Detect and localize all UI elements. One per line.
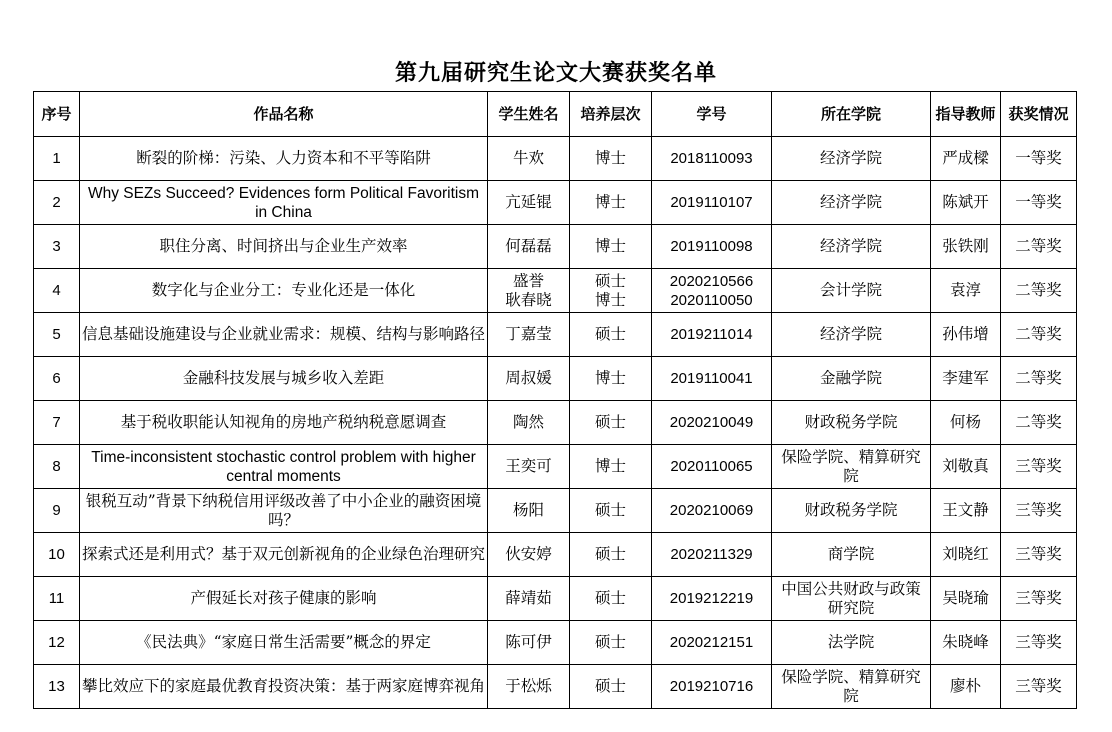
table-row: [34, 357, 1077, 401]
cell-no: 10: [34, 533, 80, 577]
cell-student: [488, 269, 570, 313]
cell-award: 二等奖: [1001, 313, 1077, 357]
cell-title: Time-inconsistent stochastic control problem with higher central moments: [80, 445, 488, 489]
cell-no: 6: [34, 357, 80, 401]
cell-award: 二等奖: [1001, 269, 1077, 313]
cell-award: 二等奖: [1001, 401, 1077, 445]
cell-no: 13: [34, 665, 80, 709]
cell-student-id: 2020210069: [652, 489, 772, 533]
table-row: [34, 225, 1077, 269]
cell-college: 经济学院: [772, 313, 931, 357]
cell-student: 于松烁: [488, 665, 570, 709]
cell-college: 经济学院: [772, 137, 931, 181]
cell-college: 法学院: [772, 621, 931, 665]
cell-title: 断裂的阶梯：污染、人力资本和不平等陷阱: [80, 137, 488, 181]
cell-no: 11: [34, 577, 80, 621]
cell-college: 金融学院: [772, 357, 931, 401]
cell-no: 3: [34, 225, 80, 269]
cell-level: 硕士: [570, 401, 652, 445]
table-header-row: [34, 92, 1077, 137]
cell-title: 信息基础设施建设与企业就业需求：规模、结构与影响路径: [80, 313, 488, 357]
cell-title: 职住分离、时间挤出与企业生产效率: [80, 225, 488, 269]
cell-level: [570, 269, 652, 313]
cell-student: 亢延锟: [488, 181, 570, 225]
cell-award: 三等奖: [1001, 533, 1077, 577]
cell-advisor: 王文静: [931, 489, 1001, 533]
cell-student-id: 2019210716: [652, 665, 772, 709]
page-title: 第九届研究生论文大赛获奖名单: [394, 61, 717, 86]
cell-student-id: 2018110093: [652, 137, 772, 181]
cell-student-id: [652, 269, 772, 313]
cell-award: 一等奖: [1001, 137, 1077, 181]
student-name-1: 盛誉: [512, 271, 544, 290]
table-row: [34, 489, 1077, 533]
cell-award: 一等奖: [1001, 181, 1077, 225]
table-row: [34, 445, 1077, 489]
cell-college: 保险学院、精算研究院: [772, 665, 931, 709]
cell-award: 二等奖: [1001, 357, 1077, 401]
cell-level: 博士: [570, 357, 652, 401]
cell-no: 12: [34, 621, 80, 665]
cell-level: 硕士: [570, 533, 652, 577]
table-row: [34, 665, 1077, 709]
cell-no: 9: [34, 489, 80, 533]
cell-title: 产假延长对孩子健康的影响: [80, 577, 488, 621]
cell-title: 金融科技发展与城乡收入差距: [80, 357, 488, 401]
cell-award: 二等奖: [1001, 225, 1077, 269]
cell-title: 银税互动”背景下纳税信用评级改善了中小企业的融资困境吗？: [80, 489, 488, 533]
cell-student: 周叔媛: [488, 357, 570, 401]
header-no: 序号: [34, 92, 80, 137]
cell-no: 1: [34, 137, 80, 181]
level-1: 硕士: [594, 271, 626, 290]
table-row: [34, 313, 1077, 357]
header-college: 所在学院: [772, 92, 931, 137]
cell-student-id: 2019110107: [652, 181, 772, 225]
cell-student: 王奕可: [488, 445, 570, 489]
cell-student: 伙安婷: [488, 533, 570, 577]
cell-level: 硕士: [570, 577, 652, 621]
table-row: [34, 533, 1077, 577]
cell-advisor: 李建军: [931, 357, 1001, 401]
cell-no: 8: [34, 445, 80, 489]
header-advisor: 指导教师: [931, 92, 1001, 137]
cell-college: 会计学院: [772, 269, 931, 313]
cell-advisor: 刘晓红: [931, 533, 1001, 577]
cell-award: 三等奖: [1001, 621, 1077, 665]
cell-title: 《民法典》“家庭日常生活需要”概念的界定: [80, 621, 488, 665]
cell-advisor: 孙伟增: [931, 313, 1001, 357]
cell-award: 三等奖: [1001, 445, 1077, 489]
cell-student: 牛欢: [488, 137, 570, 181]
table-row: [34, 621, 1077, 665]
cell-student-id: 2019110098: [652, 225, 772, 269]
cell-student: 薛靖茹: [488, 577, 570, 621]
cell-advisor: 袁淳: [931, 269, 1001, 313]
cell-student: 陶然: [488, 401, 570, 445]
header-award: 获奖情况: [1001, 92, 1077, 137]
cell-college: 财政税务学院: [772, 401, 931, 445]
cell-advisor: 严成樑: [931, 137, 1001, 181]
cell-advisor: 刘敬真: [931, 445, 1001, 489]
student-id-2: 2020110050: [670, 291, 753, 309]
cell-level: 博士: [570, 225, 652, 269]
cell-title: 攀比效应下的家庭最优教育投资决策：基于两家庭博弈视角: [80, 665, 488, 709]
cell-college: 中国公共财政与政策研究院: [772, 577, 931, 621]
cell-college: 商学院: [772, 533, 931, 577]
cell-student: 陈可伊: [488, 621, 570, 665]
table-row: [34, 269, 1077, 313]
cell-student-id: 2019211014: [652, 313, 772, 357]
student-name-2: 耿春晓: [505, 290, 552, 309]
cell-title: 探索式还是利用式？基于双元创新视角的企业绿色治理研究: [80, 533, 488, 577]
cell-award: 三等奖: [1001, 489, 1077, 533]
cell-title: 数字化与企业分工：专业化还是一体化: [80, 269, 488, 313]
cell-no: 4: [34, 269, 80, 313]
award-table: [33, 91, 1077, 709]
cell-award: 三等奖: [1001, 665, 1077, 709]
cell-college: 经济学院: [772, 181, 931, 225]
cell-student-id: 2019110041: [652, 357, 772, 401]
cell-award: 三等奖: [1001, 577, 1077, 621]
cell-advisor: 廖朴: [931, 665, 1001, 709]
cell-advisor: 朱晓峰: [931, 621, 1001, 665]
cell-title: 基于税收职能认知视角的房地产税纳税意愿调查: [80, 401, 488, 445]
header-student: 学生姓名: [488, 92, 570, 137]
cell-college: 经济学院: [772, 225, 931, 269]
table-row: [34, 137, 1077, 181]
cell-level: 博士: [570, 137, 652, 181]
header-level: 培养层次: [570, 92, 652, 137]
cell-student-id: 2019212219: [652, 577, 772, 621]
cell-level: 硕士: [570, 665, 652, 709]
cell-advisor: 何杨: [931, 401, 1001, 445]
cell-student: 杨阳: [488, 489, 570, 533]
cell-no: 7: [34, 401, 80, 445]
cell-student: 何磊磊: [488, 225, 570, 269]
cell-level: 硕士: [570, 313, 652, 357]
header-student-id: 学号: [652, 92, 772, 137]
cell-student-id: 2020210049: [652, 401, 772, 445]
cell-no: 2: [34, 181, 80, 225]
cell-no: 5: [34, 313, 80, 357]
cell-level: 博士: [570, 181, 652, 225]
student-id-1: 2020210566: [669, 272, 754, 290]
cell-advisor: 张铁刚: [931, 225, 1001, 269]
cell-title: Why SEZs Succeed? Evidences form Political Favoritism in China: [80, 181, 488, 225]
header-title: 作品名称: [80, 92, 488, 137]
cell-student-id: 2020212151: [652, 621, 772, 665]
cell-advisor: 陈斌开: [931, 181, 1001, 225]
cell-student-id: 2020211329: [652, 533, 772, 577]
cell-college: 保险学院、精算研究院: [772, 445, 931, 489]
table-row: [34, 181, 1077, 225]
cell-student-id: 2020110065: [652, 445, 772, 489]
cell-level: 硕士: [570, 621, 652, 665]
cell-advisor: 吴晓瑜: [931, 577, 1001, 621]
table-row: [34, 401, 1077, 445]
cell-level: 硕士: [570, 489, 652, 533]
table-row: [34, 577, 1077, 621]
cell-level: 博士: [570, 445, 652, 489]
cell-college: 财政税务学院: [772, 489, 931, 533]
cell-student: 丁嘉莹: [488, 313, 570, 357]
level-2: 博士: [594, 290, 626, 309]
